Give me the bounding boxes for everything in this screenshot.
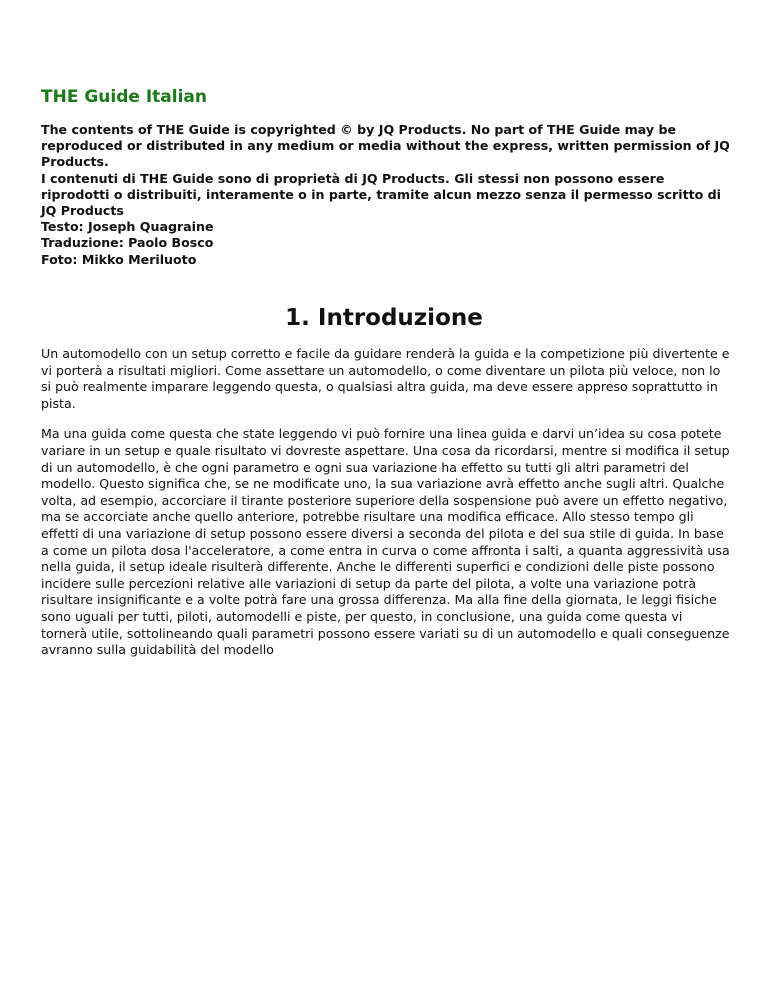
paragraph-1: Un automodello con un setup corretto e facile da guidare renderà la guida e la competizione più divertente e vi porterà a risultati migliori. Come assettare un automodello, o come diventare un pilota più veloce, non lo si può realmente imparare leggendo questa, o qualsiasi altra guida, ma deve essere appreso soprattutto in pista. (41, 346, 730, 411)
document-title: THE Guide Italian (41, 87, 208, 107)
copyright-block (41, 122, 731, 268)
section-heading: 1. Introduzione (285, 305, 483, 331)
photo-credit: Foto: Mikko Meriluoto (41, 251, 197, 267)
text-credit: Testo: Joseph Quagraine (41, 219, 214, 235)
copyright-english: The contents of THE Guide is copyrighted © by JQ Products. No part of THE Guide may be reproduced or distributed in any medium or media without the express, written permission of JQ Products. (41, 122, 730, 170)
translation-credit: Traduzione: Paolo Bosco (41, 235, 214, 251)
section-body (41, 346, 731, 673)
copyright-italian: I contenuti di THE Guide sono di proprietà di JQ Products. Gli stessi non possono essere riprodotti o distribuiti, interamente o in parte, tramite alcun mezzo senza il permesso scritto di JQ Products (41, 170, 721, 219)
paragraph-2: Ma una guida come questa che state leggendo vi può fornire una linea guida e darvi un’idea su cosa potete variare in un setup e quale risultato vi dovreste aspettare. Una cosa da ricordarsi, mentre si modifica il setup di un automodello, è che ogni parametro e ogni sua variazione ha effetto su tutti gli altri parametri del modello. Questo significa che, se ne modificate uno, la sua variazione avrà effetto anche sugli altri. Qualche volta, ad esempio, accorciare il tirante posteriore superiore della sospensione può avere un effetto negativo, ma se accorciate anche quello anteriore, potrebbe risultare una modifica efficace. Allo stesso tempo gli effetti di una variazione di setup possono essere diversi a seconda del pilota e del sua stile di guida. In base a come un pilota dosa l'acceleratore, a come entra in curva o come affronta i salti, a quanta aggressività usa nella guida, il setup ideale risulterà differente. Anche le differenti superfici e condizioni delle piste possono incidere sulle percezioni relative alle variazioni di setup da parte del pilota, a volte una variazione potrà risultare insignificante e a volte potrà fare una grossa differenza. Ma alla fine della giornata, le leggi fisiche sono uguali per tutti, piloti, automodelli e piste, per questo, in conclusione, una guida come questa vi tornerà utile, sottolineando quali parametri possono essere variati su di un automodello e quali conseguenze avranno sulla guidabilità del modello (41, 426, 730, 658)
